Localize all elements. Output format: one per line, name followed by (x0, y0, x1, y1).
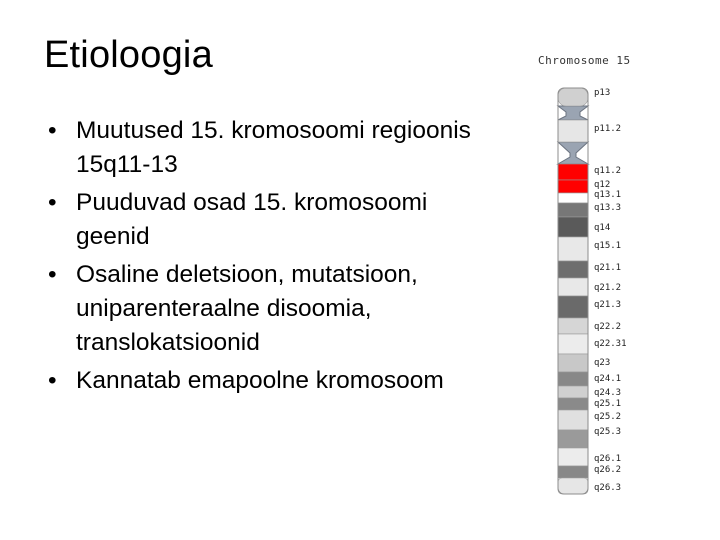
band-q25-1 (558, 398, 588, 410)
band-label: q23 (594, 358, 611, 368)
band-label: q25.2 (594, 412, 622, 422)
bullet-text: Kannatab emapoolne kromosoom (76, 367, 444, 394)
band-q13-3 (558, 203, 588, 217)
band-label: q13.1 (594, 190, 622, 200)
bullet-dot: • (48, 117, 57, 144)
band-label: q14 (594, 223, 611, 233)
bullet-dot: • (48, 189, 57, 216)
bullet-item (48, 258, 488, 360)
band-label: q22.31 (594, 339, 627, 349)
band-label: q24.1 (594, 374, 622, 384)
band-q26-3 (558, 478, 588, 494)
band-q26-2 (558, 466, 588, 478)
band-label: q12 (594, 180, 611, 190)
band-q25-2 (558, 410, 588, 430)
band-q21-3 (558, 296, 588, 318)
bullet-list (48, 114, 488, 402)
band-q23 (558, 354, 588, 372)
band-label: q25.3 (594, 427, 622, 437)
band-q21-2 (558, 278, 588, 296)
chromosome-title: Chromosome 15 (538, 54, 631, 67)
bullet-dot: • (48, 367, 57, 394)
band-q14 (558, 217, 588, 237)
chromosome-figure (520, 40, 720, 500)
band-label: q26.3 (594, 483, 622, 493)
bullet-text: Muutused 15. kromosoomi regioonis 15q11-13 (76, 117, 471, 178)
bullet-item (48, 114, 488, 182)
bullet-text: Puuduvad osad 15. kromosoomi geenid (76, 189, 428, 250)
band-label: q21.2 (594, 283, 622, 293)
band-q24-3 (558, 386, 588, 398)
band-label: q22.2 (594, 322, 622, 332)
band-q22-31 (558, 334, 588, 354)
bullet-item (48, 364, 488, 398)
bullet-text: Osaline deletsioon, mutatsioon, uniparenteraalne disoomia, translokatsioonid (76, 261, 418, 356)
chromosome-stalk (558, 106, 588, 120)
band-label: q26.2 (594, 465, 622, 475)
band-label: q11.2 (594, 166, 622, 176)
band-label: q26.1 (594, 454, 622, 464)
band-q15-1 (558, 237, 588, 261)
band-p11-2 (558, 120, 588, 142)
slide-title: Etioloogia (44, 34, 213, 76)
band-label: p11.2 (594, 124, 622, 134)
band-q11-2 (558, 164, 588, 180)
band-label: p13 (594, 88, 611, 98)
band-q25-3 (558, 430, 588, 448)
band-q13-1 (558, 193, 588, 203)
band-q21-1 (558, 261, 588, 278)
band-q22-2 (558, 318, 588, 334)
band-q24-1 (558, 372, 588, 386)
band-label: q25.1 (594, 399, 622, 409)
band-label: q13.3 (594, 203, 622, 213)
band-q26-1 (558, 448, 588, 466)
bullet-item (48, 186, 488, 254)
chromosome-ideogram (520, 40, 720, 500)
band-label: q21.3 (594, 300, 622, 310)
band-label: q21.1 (594, 263, 622, 273)
band-label: q24.3 (594, 388, 622, 398)
band-p13 (558, 88, 588, 106)
band-q12 (558, 180, 588, 193)
band-label: q15.1 (594, 241, 622, 251)
bullet-dot: • (48, 261, 57, 288)
centromere (558, 142, 588, 164)
